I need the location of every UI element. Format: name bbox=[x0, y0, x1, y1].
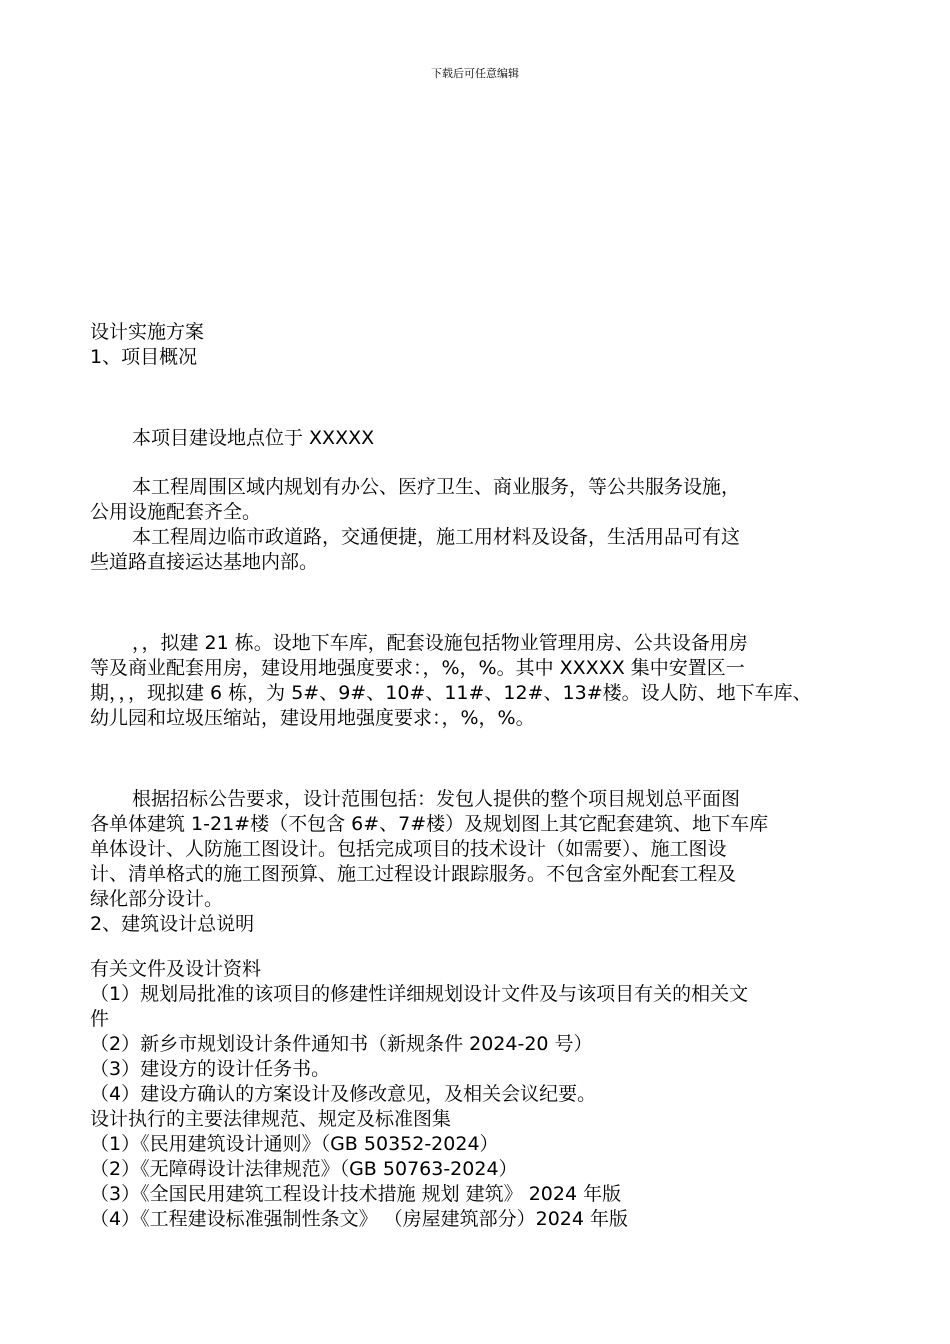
list-item-doc-1-line1: （1）规划局批准的该项目的修建性详细规划设计文件及与该项目有关的相关文 bbox=[90, 983, 749, 1005]
page-header: 下载后可任意编辑 bbox=[431, 67, 519, 80]
paragraph-buildings-line1: ，，拟建 21 栋。设地下车库，配套设施包括物业管理用房、公共设备用房 bbox=[132, 632, 748, 654]
list-item-doc-1-line2: 件 bbox=[90, 1008, 110, 1030]
list-item-code-3: （3）《全国民用建筑工程设计技术措施 规划 建筑》 2024 年版 bbox=[90, 1183, 622, 1205]
paragraph-traffic-line1: 本工程周边临市政道路，交通便捷，施工用材料及设备，生活用品可有这 bbox=[132, 526, 741, 548]
list-item-doc-4: （4）建设方确认的方案设计及修改意见，及相关会议纪要。 bbox=[90, 1083, 597, 1105]
list-item-code-2: （2）《无障碍设计法律规范》（GB 50763-2024） bbox=[90, 1158, 518, 1180]
paragraph-traffic-line2: 些道路直接运达基地内部。 bbox=[90, 551, 319, 573]
section-heading-architecture: 2、建筑设计总说明 bbox=[90, 913, 255, 935]
paragraph-buildings-line2: 等及商业配套用房，建设用地强度要求：，%，%。其中 XXXXX 集中安置区一 bbox=[90, 657, 745, 679]
subheading-codes: 设计执行的主要法律规范、规定及标准图集 bbox=[90, 1108, 452, 1130]
list-item-code-1: （1）《民用建筑设计通则》（GB 50352-2024） bbox=[90, 1133, 499, 1155]
list-item-doc-3: （3）建设方的设计任务书。 bbox=[90, 1058, 331, 1080]
subheading-documents: 有关文件及设计资料 bbox=[90, 958, 262, 980]
paragraph-scope-line4: 计、清单格式的施工图预算、施工过程设计跟踪服务。不包含室外配套工程及 bbox=[90, 863, 737, 885]
paragraph-surroundings-line1: 本工程周围区域内规划有办公、医疗卫生、商业服务，等公共服务设施， bbox=[132, 476, 741, 498]
paragraph-buildings-line4: 幼儿园和垃圾压缩站，建设用地强度要求：，%，%。 bbox=[90, 707, 535, 729]
list-item-doc-2: （2）新乡市规划设计条件通知书（新规条件 2024-20 号） bbox=[90, 1033, 593, 1055]
document-body bbox=[90, 320, 865, 1232]
paragraph-scope-line3: 单体设计、人防施工图设计。包括完成项目的技术设计（如需要）、施工图设 bbox=[90, 838, 727, 860]
paragraph-scope-line2: 各单体建筑 1-21#楼（不包含 6#、7#楼）及规划图上其它配套建筑、地下车库 bbox=[90, 813, 769, 835]
document-title: 设计实施方案 bbox=[90, 321, 205, 343]
paragraph-buildings-line3: 期，，，现拟建 6 栋，为 5#、9#、10#、11#、12#、13#楼。设人防、地下车库、 bbox=[90, 682, 812, 704]
paragraph-surroundings-line2: 公用设施配套齐全。 bbox=[90, 501, 262, 523]
list-item-code-4: （4）《工程建设标准强制性条文》 （房屋建筑部分）2024 年版 bbox=[90, 1208, 629, 1230]
paragraph-location: 本项目建设地点位于 XXXXX bbox=[132, 427, 375, 449]
section-heading-project-overview: 1、项目概况 bbox=[90, 346, 198, 368]
paragraph-scope-line5: 绿化部分设计。 bbox=[90, 888, 224, 910]
paragraph-scope-line1: 根据招标公告要求，设计范围包括：发包人提供的整个项目规划总平面图 bbox=[132, 788, 741, 810]
